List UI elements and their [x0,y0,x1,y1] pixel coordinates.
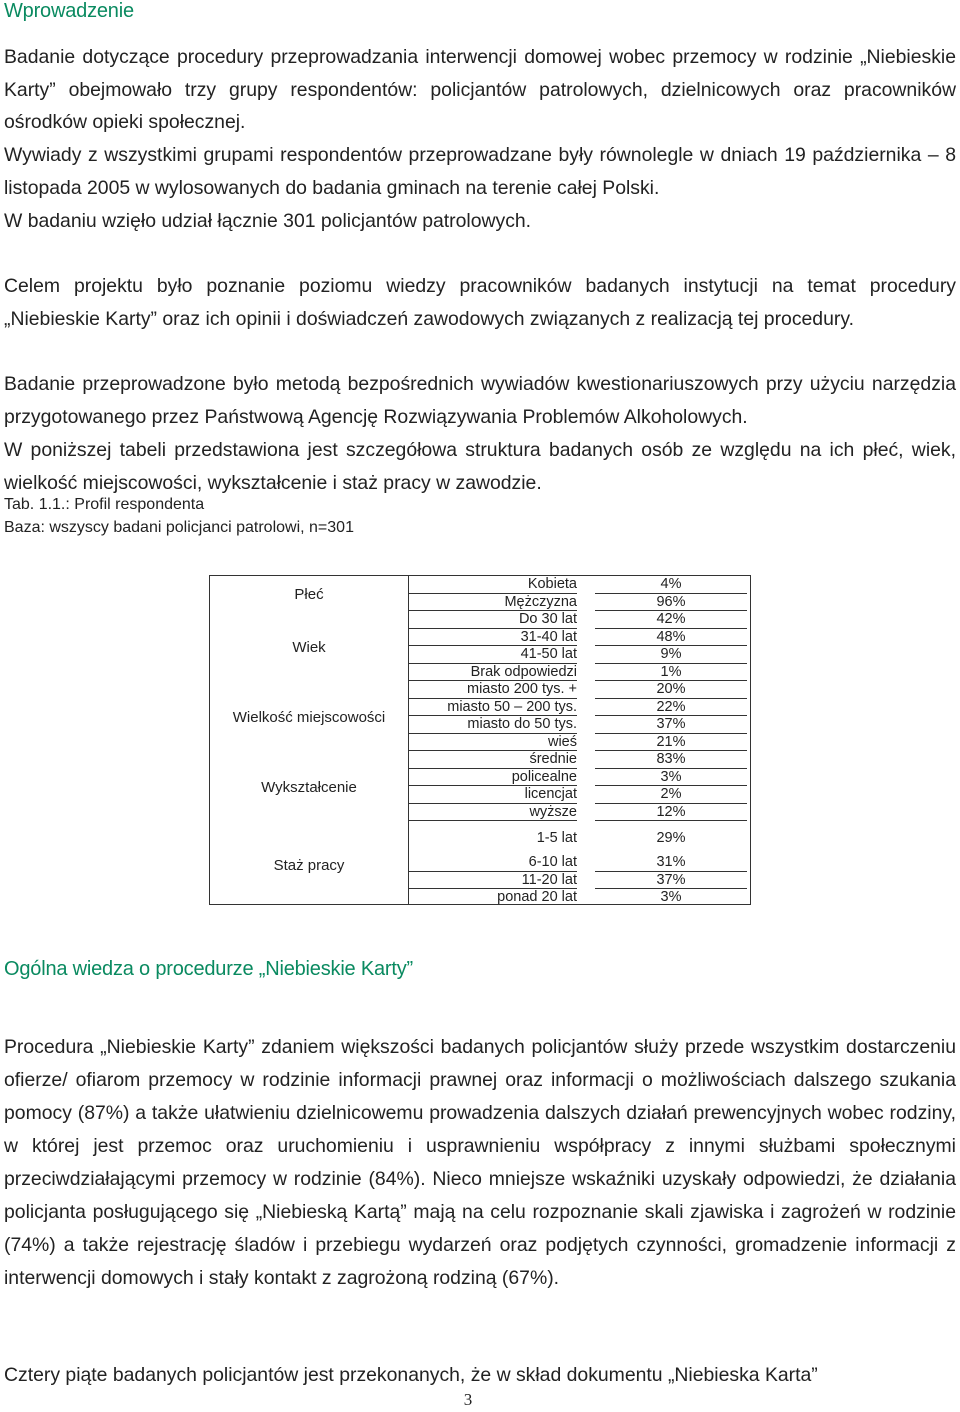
intro-paragraph-5: Badanie przeprowadzone było metodą bezpośrednich wywiadów kwestionariuszowych przy użyciu narzędzia przygotowanego przez Państwową Agencję Rozwiązywania Problemów Alkoholowych. [4,373,956,428]
row-value: 21% [595,734,747,752]
row-label: Mężczyzna [409,594,577,612]
category-gender: Płeć [294,586,324,603]
table-row [409,611,750,629]
row-value: 31% [595,854,747,872]
table-row [409,576,750,594]
table-row [409,716,750,734]
category-town-size: Wielkość miejscowości [232,709,386,726]
intro-paragraph-4: Celem projektu było poznanie poziomu wiedzy pracowników badanych instytucji na temat procedury „Niebieskie Karty” oraz ich opinii i doświadczeń zawodowych związanych z realizacją tej procedury. [4,275,956,330]
category-age: Wiek [292,639,326,656]
row-value: 3% [660,889,682,905]
row-value: 37% [595,716,747,734]
row-label: ponad 20 lat [497,889,577,905]
intro-paragraph-3: W badaniu wzięło udział łącznie 301 policjantów patrolowych. [4,210,532,232]
row-value: 96% [595,594,747,612]
table-caption: Tab. 1.1.: Profil respondenta [4,496,205,513]
row-label: 11-20 lat [409,872,577,890]
intro-paragraph-1: Badanie dotyczące procedury przeprowadzania interwencji domowej wobec przemocy w rodzinie „Niebieskie Karty” obejmowało trzy grupy respondentów: policjantów patrolowych, dzielnicowych oraz pracowników ośrodków opieki społecznej. [4,46,956,134]
section-title-knowledge: Ogólna wiedza o procedurze „Niebieskie Karty” [4,958,413,980]
row-label: 31-40 lat [409,629,577,647]
row-label: Do 30 lat [409,611,577,629]
row-value: 1% [595,664,747,682]
row-label: Brak odpowiedzi [409,664,577,682]
row-value: 22% [595,699,747,717]
table-row [409,854,750,872]
table-row [409,786,750,804]
section-title-intro: Wprowadzenie [4,0,134,22]
row-value: 48% [595,629,747,647]
table-row [409,646,750,664]
row-label: licencjat [409,786,577,804]
table-row [409,872,750,890]
category-seniority: Staż pracy [273,857,345,874]
table-row [409,830,750,848]
intro-paragraph-6: W poniższej tabeli przedstawiona jest szczegółowa struktura badanych osób ze względu na ich płeć, wiek, wielkość miejscowości, wykształcenie i staż pracy w zawodzie. [4,439,956,494]
row-value: 3% [595,769,747,787]
row-value: 37% [595,872,747,890]
table-row [409,629,750,647]
row-value: 42% [595,611,747,629]
row-label: 1-5 lat [536,830,577,846]
page-number: 3 [463,1390,473,1409]
row-label: miasto do 50 tys. [409,716,577,734]
table-row [409,769,750,787]
category-education: Wykształcenie [261,779,357,796]
row-label: 6-10 lat [409,854,577,872]
row-value: 2% [595,786,747,804]
profile-table [209,575,751,905]
knowledge-paragraph-1: Procedura „Niebieskie Karty” zdaniem większości badanych policjantów służy przede wszystkim dostarczeniu ofierze/ ofiarom przemocy w rodzinie informacji prawnej oraz informacji o możliwościach dalszego szukania pomocy (87%) a także ułatwieniu dzielnicowemu prowadzenia dalszych działań prewencyjnych wobec rodziny, w której jest przemoc oraz uruchomieniu i usprawnieniu współpracy z innymi służbami społecznymi przeciwdziałającymi przemocy w rodzinie (84%). Nieco mniejsze wskaźniki uzyskały odpowiedzi, że działania policjanta posługującego się „Niebieską Kartą” mają na celu rozpoznanie skali zjawiska i zagrożeń w rodzinie (74%) a także rejestrację śladów i przebiegu wydarzeń oraz podjętych czynności, gromadzenie informacji z interwencji domowych i stały kontakt z zagrożoną rodziną (67%). [4,1036,956,1289]
row-label: miasto 50 – 200 tys. [409,699,577,717]
row-label: Kobieta [409,576,577,594]
table-row [409,594,750,612]
row-label: wieś [409,734,577,752]
knowledge-paragraph-2: Cztery piąte badanych policjantów jest przekonanych, że w skład dokumentu „Niebieska Karta” [4,1364,818,1386]
table-row [409,734,750,752]
table-row [409,681,750,699]
table-row [409,751,750,769]
row-label: miasto 200 tys. + [409,681,577,699]
table-row [409,664,750,682]
row-value: 29% [656,830,686,846]
row-label: policealne [409,769,577,787]
row-value: 9% [595,646,747,664]
row-value: 12% [595,804,747,822]
intro-paragraph-2: Wywiady z wszystkimi grupami respondentów przeprowadzane były równolegle w dniach 19 października – 8 listopada 2005 w wylosowanych do badania gminach na terenie całej Polski. [4,144,956,199]
row-label: 41-50 lat [409,646,577,664]
table-row [409,699,750,717]
row-label: wyższe [409,804,577,822]
table-row [409,804,750,822]
table-base: Baza: wszyscy badani policjanci patrolowi, n=301 [4,519,354,536]
row-value: 4% [595,576,747,594]
row-label: średnie [409,751,577,769]
row-value: 83% [595,751,747,769]
row-value: 20% [595,681,747,699]
table-row [409,889,750,907]
